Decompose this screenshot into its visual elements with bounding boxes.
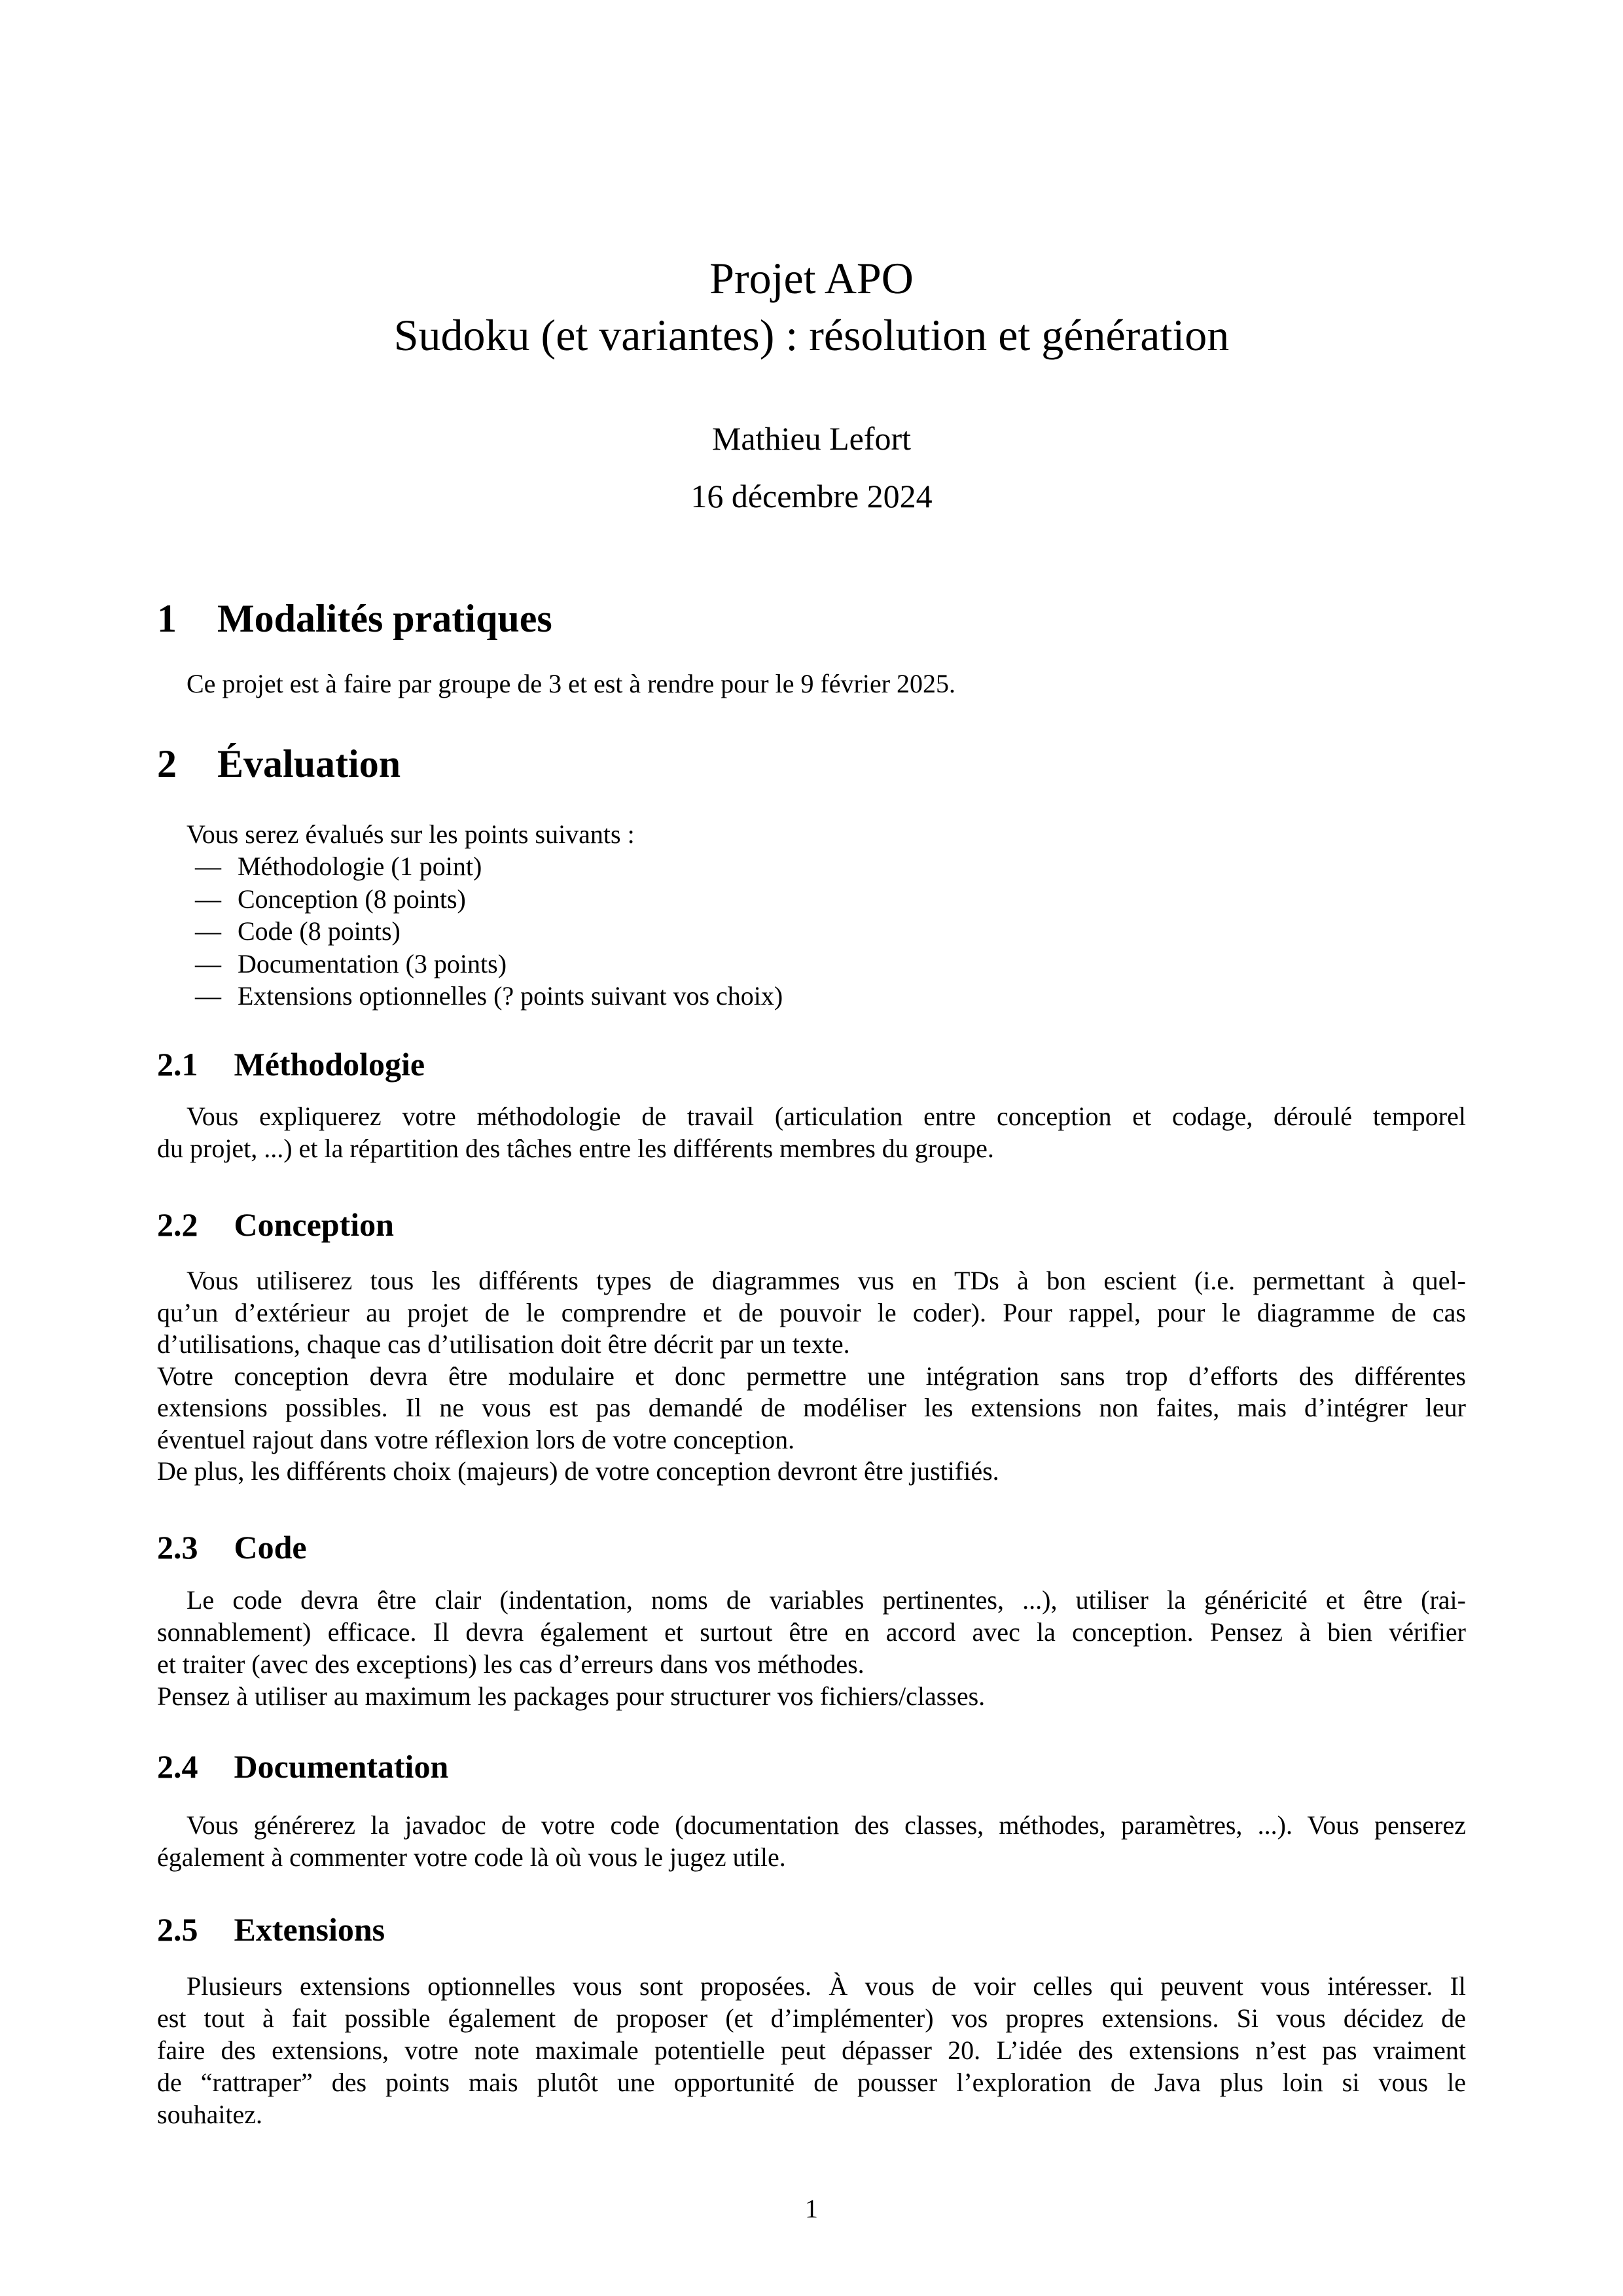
list-item-dash: — <box>195 981 221 1011</box>
document-title <box>0 250 1623 364</box>
text-line: sonnablement) efficace. Il devra également et surtout être en accord avec la conception. Pensez à bien vérifier <box>157 1617 1466 1647</box>
list-item-dash: — <box>195 884 221 914</box>
subsection-number: 2.5 <box>157 1911 198 1948</box>
text-line: également à commenter votre code là où vous le jugez utile. <box>157 1842 786 1872</box>
evaluation-list <box>157 818 1466 1012</box>
text-line: Votre conception devra être modulaire et donc permettre une intégration sans trop d’efforts des différentes <box>157 1361 1466 1391</box>
section-title: Évaluation <box>217 742 401 785</box>
text-line: qu’un d’extérieur au projet de le comprendre et de pouvoir le coder). Pour rappel, pour le diagramme de cas <box>157 1297 1466 1327</box>
author-line: Mathieu Lefort <box>711 420 912 457</box>
text-line: souhaitez. <box>157 2100 263 2129</box>
paragraph-extensions <box>157 1970 1466 2130</box>
text-line: Vous générerez la javadoc de votre code (documentation des classes, méthodes, paramètres, ...). Vous penserez <box>187 1810 1466 1840</box>
list-item-label: Code (8 points) <box>238 916 401 946</box>
list-item <box>157 948 1466 980</box>
list-item <box>157 883 1466 915</box>
title-line-1: Projet APO <box>709 253 914 303</box>
paragraph-modalites <box>157 668 1466 700</box>
subsection-heading-2-2 <box>157 1208 1531 1241</box>
text-line: de “rattraper” des points mais plutôt une opportunité de pousser l’exploration de Java plus loin si vous le <box>157 2068 1466 2097</box>
text-line: Vous expliquerez votre méthodologie de travail (articulation entre conception et codage, déroulé temporel <box>187 1102 1466 1131</box>
list-item-dash: — <box>195 916 221 946</box>
text-line: Pensez à utiliser au maximum les packages pour structurer vos fichiers/classes. <box>157 1681 986 1711</box>
subsection-number: 2.1 <box>157 1046 198 1083</box>
subsection-title: Méthodologie <box>234 1046 425 1083</box>
text-line: faire des extensions, votre note maximale potentielle peut dépasser 20. L’idée des extensions n’est pas vraiment <box>157 2036 1466 2065</box>
text-line: est tout à fait possible également de proposer (et d’implémenter) vos propres extensions. Si vous décidez de <box>157 2003 1466 2033</box>
subsection-heading-2-3 <box>157 1531 1531 1564</box>
subsection-title: Conception <box>234 1206 394 1243</box>
text-line: Plusieurs extensions optionnelles vous sont proposées. À vous de voir celles qui peuvent vous intéresser. Il <box>187 1971 1466 2001</box>
subsection-title: Extensions <box>234 1911 385 1948</box>
paragraph-conception <box>157 1265 1466 1488</box>
text-line: d’utilisations, chaque cas d’utilisation doit être décrit par un texte. <box>157 1329 850 1359</box>
subsection-heading-2-5 <box>157 1913 1531 1946</box>
paragraph-methodologie <box>157 1101 1466 1164</box>
text-line: éventuel rajout dans votre réflexion lors de votre conception. <box>157 1424 795 1454</box>
paragraph-documentation <box>157 1810 1466 1873</box>
subsection-number: 2.3 <box>157 1529 198 1566</box>
list-item-label: Conception (8 points) <box>238 884 466 914</box>
text-line: Le code devra être clair (indentation, noms de variables pertinentes, ...), utiliser la généricité et être (rai- <box>187 1585 1466 1615</box>
text-line: Vous utiliserez tous les différents types de diagrammes vus en TDs à bon escient (i.e. permettant à quel- <box>187 1266 1466 1295</box>
list-item <box>157 915 1466 947</box>
section-number: 1 <box>157 597 177 640</box>
text-line: et traiter (avec des exceptions) les cas d’erreurs dans vos méthodes. <box>157 1649 865 1679</box>
section-heading-2 <box>157 744 1531 783</box>
subsection-number: 2.4 <box>157 1748 198 1785</box>
text-line: extensions possibles. Il ne vous est pas demandé de modéliser les extensions non faites, mais d’intégrer leur <box>157 1393 1466 1422</box>
list-item-label: Documentation (3 points) <box>238 948 507 978</box>
section-title: Modalités pratiques <box>217 597 552 640</box>
section-heading-1 <box>157 599 1531 638</box>
subsection-title: Code <box>234 1529 307 1566</box>
subsection-heading-2-1 <box>157 1048 1531 1081</box>
subsection-number: 2.2 <box>157 1206 198 1243</box>
subsection-title: Documentation <box>234 1748 449 1785</box>
page-number: 1 <box>805 2194 818 2223</box>
paragraph-code <box>157 1584 1466 1712</box>
text-line: du projet, ...) et la répartition des tâches entre les différents membres du groupe. <box>157 1133 994 1163</box>
list-item-label: Méthodologie (1 point) <box>238 852 482 882</box>
text-line: Ce projet est à faire par groupe de 3 et est à rendre pour le 9 février 2025. <box>187 669 956 698</box>
text-line: De plus, les différents choix (majeurs) de votre conception devront être justifiés. <box>157 1456 999 1486</box>
list-item-label: Extensions optionnelles (? points suivant vos choix) <box>238 981 783 1011</box>
list-item <box>157 850 1466 882</box>
list-item-dash: — <box>195 948 221 978</box>
section-number: 2 <box>157 742 177 785</box>
evaluation-list-intro: Vous serez évalués sur les points suivants : <box>187 819 635 849</box>
date-line: 16 décembre 2024 <box>690 478 933 514</box>
subsection-heading-2-4 <box>157 1750 1531 1783</box>
list-item-dash: — <box>195 852 221 882</box>
evaluation-list-items <box>157 850 1466 1012</box>
title-line-2: Sudoku (et variantes) : résolution et génération <box>393 310 1230 360</box>
list-item <box>157 980 1466 1012</box>
